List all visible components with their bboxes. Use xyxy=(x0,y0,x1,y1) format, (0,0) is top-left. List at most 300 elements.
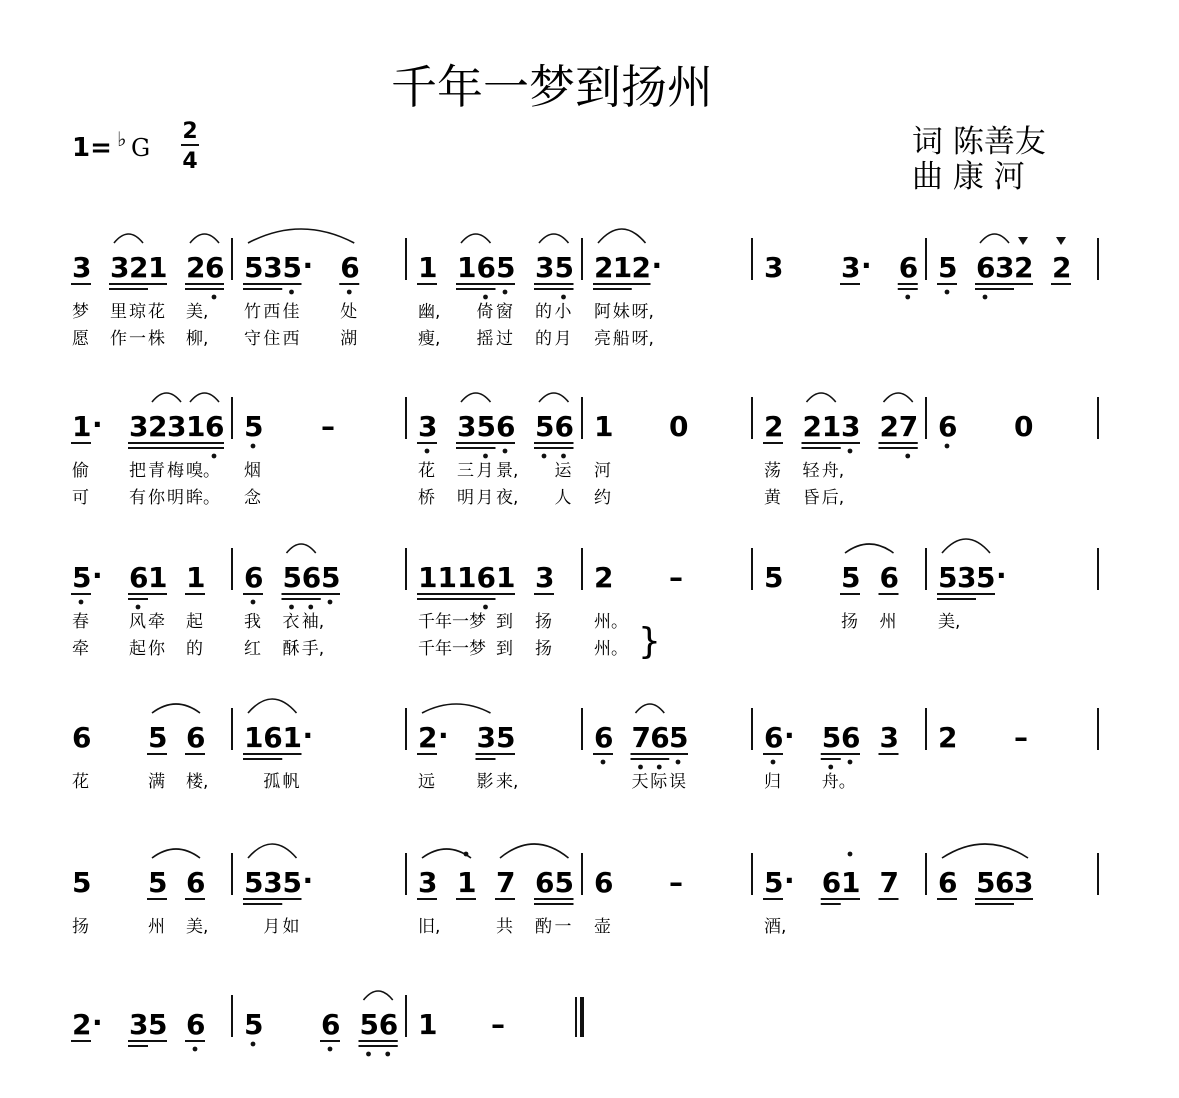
low-octave-dot xyxy=(945,444,950,449)
lyric-syllable: 嗅。 xyxy=(186,461,220,481)
accent-mark xyxy=(1018,237,1028,245)
lyric-syllable: 州。 xyxy=(594,639,628,659)
lyric-syllable: 湖 xyxy=(340,329,358,349)
note-digit: 5 xyxy=(476,410,496,443)
note-digit: 6 xyxy=(938,866,958,899)
lyric-syllable: 美, xyxy=(186,302,209,322)
lyric-syllable: 景, xyxy=(496,461,519,481)
note-digit: 0 xyxy=(669,410,689,443)
slur-arc xyxy=(461,393,491,402)
lyric-syllable: 瘦, xyxy=(418,329,441,349)
lyric-syllable: 佳 xyxy=(282,302,300,322)
note-digit: 3 xyxy=(995,251,1015,284)
lyric-syllable: 株 xyxy=(148,329,165,349)
lyric-syllable: 花 xyxy=(148,302,165,322)
lyric-syllable: 牵 xyxy=(148,612,165,632)
note-digit: 3 xyxy=(957,561,977,594)
note-digit: 3 xyxy=(764,251,784,284)
low-octave-dot xyxy=(251,444,256,449)
note-digit: 1 xyxy=(186,561,206,594)
slur-arc xyxy=(190,393,219,402)
note-digit: 6 xyxy=(476,561,496,594)
note-digit: 7 xyxy=(631,721,651,754)
lyric-syllable: 柳, xyxy=(186,329,209,349)
lyric-syllable: 有 xyxy=(129,488,146,508)
lyric-syllable: 花 xyxy=(418,461,435,481)
lyric-syllable: 误 xyxy=(669,772,686,792)
high-octave-dot xyxy=(848,852,853,857)
lyric-syllable: 袖, xyxy=(301,612,325,632)
low-octave-dot xyxy=(561,454,566,459)
lyric-syllable: 衣 xyxy=(282,612,300,632)
lyric-syllable: 西 xyxy=(263,302,281,322)
note-digit: 6 xyxy=(186,1008,206,1041)
lyric-syllable: 船 xyxy=(612,329,630,349)
note-digit: 5 xyxy=(976,561,996,594)
slur-arc xyxy=(287,544,316,553)
slur-arc xyxy=(248,699,297,713)
note-digit: 5 xyxy=(148,721,168,754)
lyric-syllable: 一 xyxy=(554,917,572,937)
low-octave-dot xyxy=(828,765,833,770)
note-digit: 5 xyxy=(496,721,516,754)
note-digit: 1 xyxy=(594,410,614,443)
note-digit: 6 xyxy=(301,561,322,594)
lyric-syllable: 青 xyxy=(148,461,165,481)
lyric-syllable: 明 xyxy=(457,488,474,508)
note-digit: 6 xyxy=(476,251,496,284)
low-octave-dot xyxy=(425,449,430,454)
lyric-syllable: 风 xyxy=(129,612,146,632)
slur-arc xyxy=(152,704,200,713)
slur-arc xyxy=(636,704,665,713)
lyric-syllable: 过 xyxy=(496,329,513,349)
lyric-syllable: 后, xyxy=(821,488,845,508)
note-digit: 5 xyxy=(148,866,168,899)
note-digit: 6 xyxy=(976,251,996,284)
note-digit: – xyxy=(669,866,683,899)
lyric-syllable: 三 xyxy=(457,461,474,481)
slur-arc xyxy=(422,849,471,858)
slur-arc xyxy=(539,393,569,402)
lyric-syllable: 阿 xyxy=(594,302,611,322)
note-digit: 3 xyxy=(263,866,283,899)
slur-arc xyxy=(422,704,491,713)
note-digit: 5 xyxy=(282,866,302,899)
augmentation-dot: · xyxy=(92,559,103,592)
augmentation-dot: · xyxy=(651,249,663,282)
note-digit: 6 xyxy=(535,866,555,899)
low-octave-dot xyxy=(503,290,508,295)
note-digit: 0 xyxy=(1014,410,1034,443)
lyric-syllable: 约 xyxy=(594,488,611,508)
note-digit: 6 xyxy=(821,866,842,899)
composer-credit: 曲 康 河 xyxy=(912,159,1025,195)
lyric-syllable: 满 xyxy=(148,772,165,792)
note-digit: 2 xyxy=(594,251,614,284)
augmentation-dot: · xyxy=(996,559,1007,592)
note-digit: 2 xyxy=(764,410,784,443)
low-octave-dot xyxy=(503,449,508,454)
note-digit: 3 xyxy=(418,410,438,443)
note-digit: 5 xyxy=(554,866,574,899)
low-octave-dot xyxy=(601,760,606,765)
lyric-syllable: 幽, xyxy=(418,302,441,322)
slur-arc xyxy=(942,844,1028,858)
lyric-syllable: 黄 xyxy=(764,488,781,508)
music-row xyxy=(72,699,1098,792)
note-digit: 3 xyxy=(110,251,130,284)
slur-arc xyxy=(500,844,569,858)
low-octave-dot xyxy=(983,295,988,300)
note-digit: 2 xyxy=(129,251,149,284)
slur-arc xyxy=(980,234,1009,243)
note-digit: 5 xyxy=(976,866,996,899)
lyric-syllable: 花 xyxy=(72,772,89,792)
music-row xyxy=(72,844,1098,937)
note-digit: 7 xyxy=(898,410,919,443)
lyric-syllable: 小 xyxy=(554,302,572,322)
slur-arc xyxy=(152,849,200,858)
note-digit: 2 xyxy=(879,410,899,443)
music-rows xyxy=(71,229,1098,1056)
lyric-syllable: 月 xyxy=(263,917,281,937)
note-digit: 3 xyxy=(476,721,496,754)
lyric-syllable: 壶 xyxy=(594,917,611,937)
augmentation-dot: · xyxy=(302,249,314,282)
augmentation-dot: · xyxy=(92,408,103,441)
note-digit: 2 xyxy=(418,721,438,754)
lyric-syllable: 妹 xyxy=(612,302,630,322)
note-digit: 1 xyxy=(244,721,264,754)
low-octave-dot xyxy=(328,1047,333,1052)
lyric-syllable: 孤 xyxy=(263,772,281,792)
note-digit: 2 xyxy=(1052,251,1072,284)
note-digit: 6 xyxy=(594,866,614,899)
music-row xyxy=(71,393,1098,508)
note-digit: 5 xyxy=(496,251,516,284)
lyric-syllable: 月 xyxy=(476,461,494,481)
note-digit: 1 xyxy=(186,410,206,443)
note-digit: 1 xyxy=(496,561,516,594)
lyric-syllable: 到 xyxy=(496,639,513,659)
note-digit: 5 xyxy=(244,251,264,284)
lyric-syllable: 舟, xyxy=(821,461,845,481)
note-digit: 2 xyxy=(148,410,168,443)
slur-arc xyxy=(539,234,569,243)
note-digit: 2 xyxy=(631,251,651,284)
lyric-syllable: 手, xyxy=(301,639,325,659)
low-octave-dot xyxy=(676,760,681,765)
note-digit: 1 xyxy=(821,410,842,443)
flat-sign: ♭ xyxy=(117,127,127,151)
note-digit: 5 xyxy=(938,561,958,594)
lyric-syllable: 天 xyxy=(631,772,649,792)
note-digit: – xyxy=(491,1008,505,1041)
accent-mark xyxy=(1056,237,1066,245)
lyric-syllable: 月 xyxy=(554,329,572,349)
low-octave-dot xyxy=(542,454,547,459)
note-digit: 3 xyxy=(167,410,187,443)
slur-arc xyxy=(942,539,990,553)
note-digit: 2 xyxy=(72,1008,92,1041)
lyric-syllable: 轻 xyxy=(802,461,820,481)
note-digit: – xyxy=(669,561,683,594)
note-digit: 7 xyxy=(879,866,899,899)
note-digit: 6 xyxy=(205,410,225,443)
lyric-syllable: 人 xyxy=(554,488,572,508)
note-digit: 3 xyxy=(841,251,861,284)
note-digit: 6 xyxy=(321,1008,341,1041)
low-octave-dot xyxy=(657,765,662,770)
lyric-syllable: 舟。 xyxy=(821,772,856,792)
low-octave-dot xyxy=(328,600,333,605)
lyric-syllable: 梅 xyxy=(167,461,184,481)
note-digit: 5 xyxy=(359,1008,379,1041)
lyric-syllable: 红 xyxy=(244,639,261,659)
lyric-syllable: 州 xyxy=(148,917,165,937)
note-digit: 7 xyxy=(496,866,516,899)
low-octave-dot xyxy=(79,600,84,605)
low-octave-dot xyxy=(848,760,853,765)
lyric-syllable: 烟 xyxy=(244,461,261,481)
slur-arc xyxy=(248,844,297,858)
note-digit: 6 xyxy=(898,251,919,284)
note-digit: 3 xyxy=(263,251,283,284)
note-digit: 1 xyxy=(612,251,633,284)
note-digit: 1 xyxy=(457,561,477,594)
low-octave-dot xyxy=(483,295,488,300)
augmentation-dot: · xyxy=(861,249,872,282)
low-octave-dot xyxy=(905,454,910,459)
note-digit: 5 xyxy=(72,561,92,594)
lyric-syllable: 琼 xyxy=(129,302,146,322)
lyric-syllable: 扬 xyxy=(72,917,89,937)
lyric-syllable: 守 xyxy=(244,329,261,349)
lyric-syllable: 美, xyxy=(186,917,209,937)
lyric-syllable: 把 xyxy=(129,461,146,481)
slur-arc xyxy=(461,234,491,243)
low-octave-dot xyxy=(289,290,294,295)
lyric-syllable: 共 xyxy=(496,917,513,937)
lyric-syllable: 你 xyxy=(148,488,165,508)
low-octave-dot xyxy=(289,605,294,610)
low-octave-dot xyxy=(366,1052,371,1057)
note-digit: 5 xyxy=(244,866,264,899)
lyric-syllable: 你 xyxy=(148,639,165,659)
lyric-syllable: 我 xyxy=(244,612,261,632)
lyric-syllable: 到 xyxy=(496,612,513,632)
note-digit: 2 xyxy=(938,721,958,754)
time-signature xyxy=(181,119,199,174)
augmentation-dot: · xyxy=(438,719,449,752)
low-octave-dot xyxy=(771,760,776,765)
note-digit: 6 xyxy=(186,866,206,899)
lyric-syllable: 昏 xyxy=(802,488,820,508)
note-digit: 6 xyxy=(186,721,206,754)
note-digit: 1 xyxy=(457,866,477,899)
lyric-syllable: 桥 xyxy=(418,488,435,508)
slur-arc xyxy=(152,393,181,402)
note-digit: 5 xyxy=(764,866,784,899)
note-digit: 1 xyxy=(282,721,302,754)
lyric-syllable: 摇 xyxy=(476,329,494,349)
note-digit: 1 xyxy=(437,561,457,594)
lyric-syllable: 呀, xyxy=(631,302,654,322)
lyric-syllable: 扬 xyxy=(841,612,858,632)
low-octave-dot xyxy=(561,295,566,300)
note-digit: 3 xyxy=(535,561,555,594)
note-digit: 1 xyxy=(418,1008,438,1041)
note-digit: 2 xyxy=(186,251,206,284)
note-digit: 1 xyxy=(148,561,168,594)
note-digit: 6 xyxy=(378,1008,399,1041)
lyric-syllable: 偷 xyxy=(72,461,89,481)
lyric-syllable: 窗 xyxy=(496,302,513,322)
note-digit: 6 xyxy=(841,721,861,754)
lyric-syllable: 州 xyxy=(879,612,897,632)
note-digit: 6 xyxy=(594,721,614,754)
low-octave-dot xyxy=(483,605,488,610)
lyric-syllable: 月 xyxy=(476,488,494,508)
lyric-syllable: 起 xyxy=(129,639,146,659)
lyric-syllable: 眸。 xyxy=(186,488,220,508)
note-digit: 3 xyxy=(535,251,555,284)
lyric-syllable: 倚 xyxy=(476,302,494,322)
note-digit: 5 xyxy=(72,866,92,899)
music-row xyxy=(71,229,1098,349)
augmentation-dot: · xyxy=(302,864,314,897)
augmentation-dot: · xyxy=(92,1006,103,1039)
low-octave-dot xyxy=(385,1052,390,1057)
lyric-syllable: 的 xyxy=(186,639,203,659)
lyric-syllable: 酌 xyxy=(535,917,552,937)
lyric-syllable: 里 xyxy=(110,302,127,322)
lyricist-credit: 词 陈善友 xyxy=(912,124,1046,160)
low-octave-dot xyxy=(308,605,313,610)
augmentation-dot: · xyxy=(784,719,795,752)
low-octave-dot xyxy=(638,765,643,770)
low-octave-dot xyxy=(347,290,352,295)
lyric-syllable: 扬 xyxy=(535,639,552,659)
lyric-syllable: 帆 xyxy=(282,772,300,792)
lyric-syllable: 一 xyxy=(129,329,146,349)
lyric-syllable: 运 xyxy=(554,461,572,481)
slur-arc xyxy=(364,991,393,1000)
lyric-syllable: 作 xyxy=(110,329,127,349)
note-digit: 6 xyxy=(129,561,149,594)
note-digit: 6 xyxy=(244,561,264,594)
note-digit: 1 xyxy=(418,561,438,594)
repeat-brace: } xyxy=(638,621,661,662)
note-digit: 5 xyxy=(764,561,784,594)
note-digit: 5 xyxy=(244,1008,264,1041)
lyric-syllable: 酒, xyxy=(764,917,787,937)
note-digit: 5 xyxy=(841,561,861,594)
slur-arc xyxy=(807,393,836,402)
note-digit: 6 xyxy=(340,251,360,284)
note-digit: 5 xyxy=(321,561,341,594)
lyric-syllable: 起 xyxy=(186,612,203,632)
note-digit: 6 xyxy=(879,561,899,594)
low-octave-dot xyxy=(483,454,488,459)
note-digit: 5 xyxy=(282,251,302,284)
lyric-syllable: 春 xyxy=(72,612,89,632)
lyric-syllable: 愿 xyxy=(72,329,89,349)
low-octave-dot xyxy=(193,1047,198,1052)
note-digit: – xyxy=(321,410,335,443)
time-signature-bottom: 4 xyxy=(182,149,198,174)
lyric-syllable: 明 xyxy=(167,488,184,508)
lyric-syllable: 如 xyxy=(282,917,300,937)
slur-arc xyxy=(884,393,913,402)
lyric-syllable: 归 xyxy=(764,772,781,792)
note-digit: 2 xyxy=(802,410,822,443)
lyric-syllable: 来, xyxy=(496,772,519,792)
note-digit: 3 xyxy=(879,721,899,754)
lyric-syllable: 呀, xyxy=(631,329,654,349)
key-prefix: 1= xyxy=(72,133,112,163)
note-digit: 6 xyxy=(263,721,283,754)
slur-arc xyxy=(248,229,354,243)
low-octave-dot xyxy=(212,295,217,300)
lyric-syllable: 的 xyxy=(535,302,552,322)
low-octave-dot xyxy=(251,600,256,605)
note-digit: 6 xyxy=(496,410,516,443)
note-digit: 6 xyxy=(554,410,574,443)
key-tonic: G xyxy=(131,134,151,162)
note-digit: 6 xyxy=(938,410,958,443)
note-digit: 1 xyxy=(148,251,168,284)
note-digit: 5 xyxy=(669,721,689,754)
lyric-syllable: 旧, xyxy=(418,917,441,937)
note-digit: 3 xyxy=(1014,866,1034,899)
low-octave-dot xyxy=(945,290,950,295)
lyric-syllable: 牵 xyxy=(72,639,89,659)
lyric-syllable: 亮 xyxy=(594,329,611,349)
lyric-syllable: 影 xyxy=(476,772,494,792)
note-digit: 3 xyxy=(72,251,92,284)
time-signature-top: 2 xyxy=(182,119,198,144)
low-octave-dot xyxy=(848,449,853,454)
lyric-syllable: 念 xyxy=(244,488,261,508)
lyric-syllable: 远 xyxy=(418,772,435,792)
note-digit: 6 xyxy=(205,251,225,284)
note-digit: 5 xyxy=(938,251,958,284)
note-digit: 6 xyxy=(72,721,92,754)
note-digit: 5 xyxy=(282,561,302,594)
note-digit: 5 xyxy=(244,410,264,443)
note-digit: 6 xyxy=(764,721,784,754)
note-digit: 3 xyxy=(129,410,149,443)
low-octave-dot xyxy=(136,605,141,610)
lyric-syllable: 际 xyxy=(650,772,668,792)
slur-arc xyxy=(114,234,143,243)
music-row xyxy=(71,539,1098,662)
song-title: 千年一梦到扬州 xyxy=(391,60,713,114)
lyric-syllable: 河 xyxy=(594,461,611,481)
note-digit: 5 xyxy=(821,721,842,754)
note-digit: 5 xyxy=(148,1008,168,1041)
lyric-syllable: 千年一梦 xyxy=(418,612,486,632)
note-digit: 6 xyxy=(650,721,670,754)
lyric-syllable: 千年一梦 xyxy=(418,639,486,659)
lyric-syllable: 州。 xyxy=(594,612,628,632)
lyric-syllable: 美, xyxy=(938,612,961,632)
note-digit: 5 xyxy=(535,410,555,443)
lyric-syllable: 酥 xyxy=(282,639,300,659)
augmentation-dot: · xyxy=(784,864,795,897)
